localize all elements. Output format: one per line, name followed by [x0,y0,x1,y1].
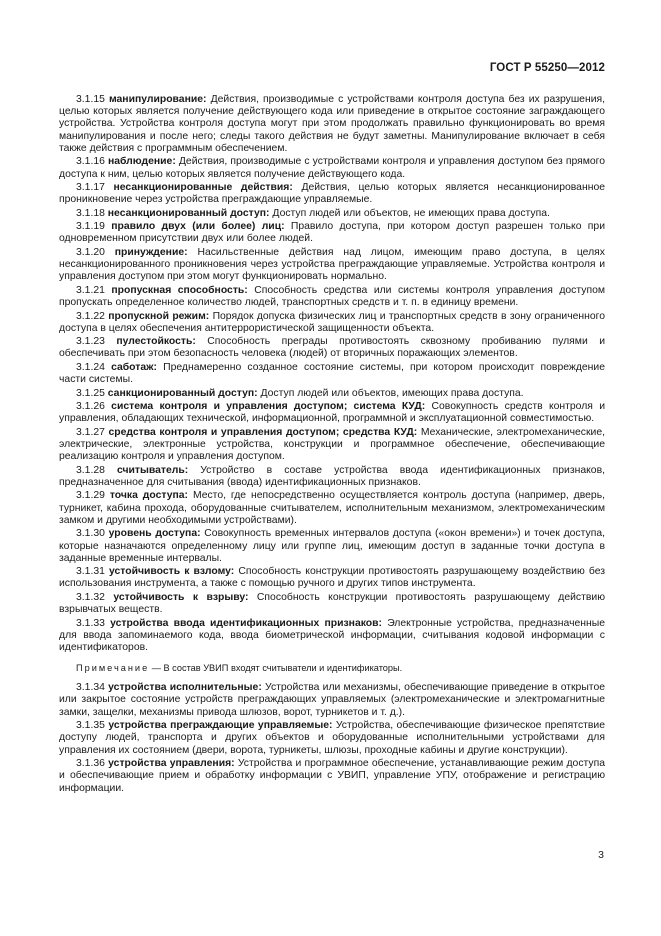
entry-number: 3.1.31 [76,566,105,578]
definition-entry [59,285,605,309]
entry-definition: Доступ людей или объектов, не имеющих права доступа. [272,207,550,219]
entry-definition: Устройство в составе устройства ввода идентификационных признаков, предназначенное для считывания (ввода) идентификационных признаков. [59,464,605,488]
entry-number: 3.1.36 [76,758,105,770]
definition-entry [59,94,605,155]
entry-number: 3.1.16 [76,156,105,168]
entry-definition: Действия, целью которых является несанкционированное проникновение через устройства преграждающие управляемые. [59,182,605,206]
definition-entry [59,362,605,386]
entry-term: наблюдение: [107,156,176,168]
entry-number: 3.1.27 [76,426,105,438]
entry-number: 3.1.25 [76,387,105,399]
entry-number: 3.1.21 [76,284,105,296]
entry-definition: Доступ людей или объектов, имеющих права доступа. [260,387,524,399]
definition-entry [59,182,605,206]
entry-definition: Действия, производимые с устройствами контроля доступа без их разрушения, целью которых является получение действующего кода или приведение в открытое состояние заграждающего устройства. Устройства контроля доступа могут при этом продолжать правильно функционировать во время манипулирования и после него; следы такого действия не будут заметны. Манипулирование включает в себя также действия с программным обеспечением. [59,94,606,154]
definition-entry [59,401,605,425]
entry-term: саботаж: [111,361,157,373]
entry-number: 3.1.30 [76,528,105,540]
definition-entry [59,465,605,489]
entry-term: устройства исполнительные: [108,682,262,694]
entry-term: устройства управления: [108,758,235,770]
definitions-list [59,94,605,654]
entry-number: 3.1.35 [76,720,105,732]
entry-number: 3.1.29 [76,490,105,502]
definition-entry [59,758,605,795]
definition-entry [59,490,605,527]
entry-term: средства контроля и управления доступом; средства КУД: [108,426,418,438]
definition-entry [59,208,605,220]
entry-number: 3.1.17 [76,182,105,194]
entry-term: точка доступа: [109,490,189,502]
definition-entry [59,311,605,335]
entry-definition: Устройства, обеспечивающие физическое препятствие доступу людей, транспорта и других объектов и оборудованные исполнительными устройствами для управления их состоянием (двери, ворота, турникеты, шлюзы, проходные кабины и другие конструкции). [59,720,605,756]
document-body [59,94,605,796]
entry-term: считыватель: [116,464,189,476]
entry-definition: Устройства и программное обеспечение, устанавливающие режим доступа и обеспечивающие прием и обработку информации с УВИП, управление УПУ, отображение и регистрацию информации. [59,758,605,794]
note-text: — В состав УВИП входят считыватели и идентификаторы. [151,663,403,674]
entry-definition: Правило доступа, при котором доступ разрешен только при одновременном присутствии двух или более людей. [59,221,606,245]
entry-number: 3.1.15 [76,94,105,105]
entry-number: 3.1.26 [76,401,105,413]
entry-term: устойчивость к взрыву: [113,591,249,603]
entry-term: уровень доступа: [108,528,201,540]
definition-entry [59,618,605,655]
page-number: 3 [598,849,604,861]
entry-number: 3.1.23 [76,336,105,348]
entry-definition: Место, где непосредственно осуществляется контроль доступа (например, дверь, турникет, кабина прохода, оборудованные считывателем, исполнительным механизмом, электромеханическим замком и другими необходимыми устройствами). [59,490,606,526]
entry-definition: Действия, производимые с устройствами контроля и управления доступом без прямого доступа к ним, целью которых является получение действующего кода. [59,156,605,180]
definition-entry [59,156,605,180]
entry-definition: Способность средства или системы контроля управления доступом пропускать определенное количество людей, транспортных средств и т. п. в единицу времени. [59,284,605,309]
entry-number: 3.1.28 [76,464,105,476]
entry-number: 3.1.32 [76,591,105,603]
entry-term: пулестойкость: [116,336,196,348]
entry-definition: Совокупность средств контроля и управления, обладающих технической, информационной, программной и эксплуатационной совместимостью. [59,401,605,425]
definition-entry [59,592,605,616]
definition-entry [59,566,605,590]
definition-entry [59,427,605,464]
definition-entry [59,247,605,284]
entry-term: правило двух (или более) лиц: [111,221,285,233]
definition-entry [59,336,605,360]
entry-definition: Устройства или механизмы, обеспечивающие приведение в открытое или закрытое состояние устройств преграждающих управляемых (электромеханические и электромагнитные замки, защелки, механизмы привода шлюзов, ворот, турникетов и т. д.). [59,682,606,718]
entry-term: пропускной режим: [108,310,210,322]
entry-term: санкционированный доступ: [107,387,258,399]
entry-definition: Электронные устройства, предназначенные для ввода запоминаемого кода, ввода биометрической информации, считывания кодовой информации с идентификаторов. [59,617,606,654]
definition-entry [59,388,605,400]
entry-number: 3.1.34 [76,682,105,694]
entry-definition: Способность конструкции противостоять разрушающему действию взрывчатых веществ. [59,591,605,616]
document-id: ГОСТ Р 55250—2012 [489,62,605,74]
entry-term: несанкционированные действия: [113,182,293,194]
entry-term: устройства ввода идентификационных признаков: [110,617,382,629]
definition-entry [59,221,605,245]
entry-definition: Способность конструкции противостоять разрушающему воздействию без использования инструмента, а также с помощью ручного и других типов инструмента. [59,566,606,590]
entry-term: система контроля и управления доступом; система КУД: [111,401,426,413]
entry-definition: Механические, электромеханические, электрические, электронные устройства, конструкции и программное обеспечение, обеспечивающие реализацию контроля и управления доступом. [59,426,606,463]
note-label: Примечание [76,663,150,674]
entry-term: манипулирование: [108,94,207,105]
entry-term: принуждение: [114,246,188,258]
entry-definition: Преднамеренно созданное состояние системы, при котором происходит повреждение части системы. [59,361,606,386]
entry-definition: Способность преграды противостоять сквозному пробиванию пулями и обеспечивать при этом безопасность человека (людей) от вторичных поражающих элементов. [59,336,606,360]
entry-number: 3.1.22 [76,310,105,322]
entry-definition: Порядок допуска физических лиц и транспортных средств в зону ограниченного доступа в целях обеспечения антитеррористической защищенности объекта. [59,310,605,334]
entry-number: 3.1.33 [76,617,105,629]
definition-entry [59,720,605,757]
entry-definition: Совокупность временных интервалов доступа («окон времени») и точек доступа, которые назначаются определенному лицу или группе лиц, имеющим доступ в заданные точки доступа в заданные временные интервалы. [59,528,605,564]
entry-number: 3.1.24 [76,361,105,373]
entry-term: несанкционированный доступ: [107,207,270,219]
entry-number: 3.1.19 [76,221,105,233]
entry-definition: Насильственные действия над лицом, имеющим право доступа, в целях несанкционированного проникновения через устройства преграждающие управляемые. Устройства контроля и управления доступом при этом могут функционировать нормально. [59,246,606,283]
entry-term: устройства преграждающие управляемые: [108,720,333,732]
entry-term: пропускная способность: [111,284,248,296]
entry-number: 3.1.20 [76,246,105,258]
definitions-list-continued [59,682,605,794]
definition-entry [59,682,605,719]
note [59,662,605,674]
definition-entry [59,528,605,565]
entry-number: 3.1.18 [76,207,105,219]
entry-term: устойчивость к взлому: [109,566,235,578]
